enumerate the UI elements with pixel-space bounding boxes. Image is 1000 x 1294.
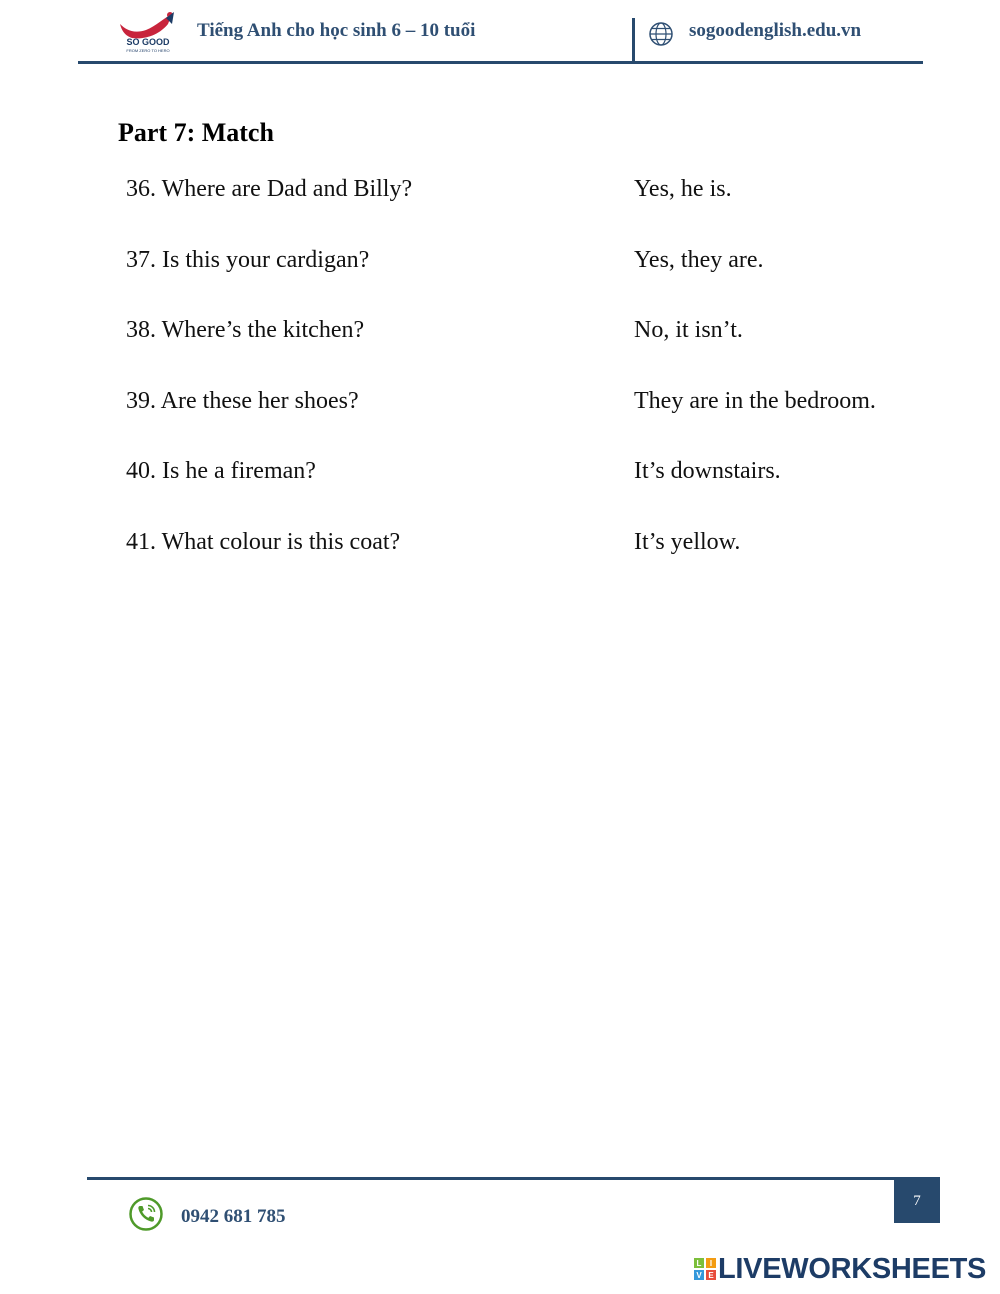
svg-text:I: I xyxy=(709,1259,713,1268)
answer-item[interactable]: It’s downstairs. xyxy=(634,458,781,484)
question-item: 41. What colour is this coat? xyxy=(126,529,401,555)
phone-number: 0942 681 785 xyxy=(181,1206,286,1227)
globe-icon xyxy=(648,21,674,47)
answer-item[interactable]: It’s yellow. xyxy=(634,529,741,555)
question-item: 36. Where are Dad and Billy? xyxy=(126,176,413,202)
header-title: Tiếng Anh cho học sinh 6 – 10 tuổi xyxy=(197,20,476,41)
so-good-logo xyxy=(116,10,180,54)
question-item: 38. Where’s the kitchen? xyxy=(126,317,365,343)
answer-item[interactable]: No, it isn’t. xyxy=(634,317,743,343)
header-rule xyxy=(78,61,923,64)
svg-text:L: L xyxy=(696,1259,702,1268)
answer-item[interactable]: Yes, he is. xyxy=(634,176,732,202)
liveworksheets-logo xyxy=(694,1252,986,1286)
question-item: 37. Is this your cardigan? xyxy=(126,247,370,273)
question-item: 40. Is he a fireman? xyxy=(126,458,316,484)
svg-text:SO GOOD: SO GOOD xyxy=(126,37,170,47)
header-divider xyxy=(632,18,635,62)
liveworksheets-wordmark: LIVEWORKSHEETS xyxy=(718,1252,987,1285)
page-number: 7 xyxy=(894,1180,940,1223)
liveworksheets-icon xyxy=(694,1258,716,1280)
phone-icon xyxy=(128,1196,164,1232)
question-item: 39. Are these her shoes? xyxy=(126,388,359,414)
svg-text:FROM ZERO TO HERO: FROM ZERO TO HERO xyxy=(126,48,170,53)
website-link[interactable]: sogoodenglish.edu.vn xyxy=(689,20,862,41)
svg-text:V: V xyxy=(696,1271,702,1280)
footer-rule xyxy=(87,1177,940,1180)
answer-item[interactable]: Yes, they are. xyxy=(634,247,764,273)
svg-text:E: E xyxy=(708,1271,714,1280)
part-title: Part 7: Match xyxy=(118,118,274,147)
answer-item[interactable]: They are in the bedroom. xyxy=(634,388,876,414)
